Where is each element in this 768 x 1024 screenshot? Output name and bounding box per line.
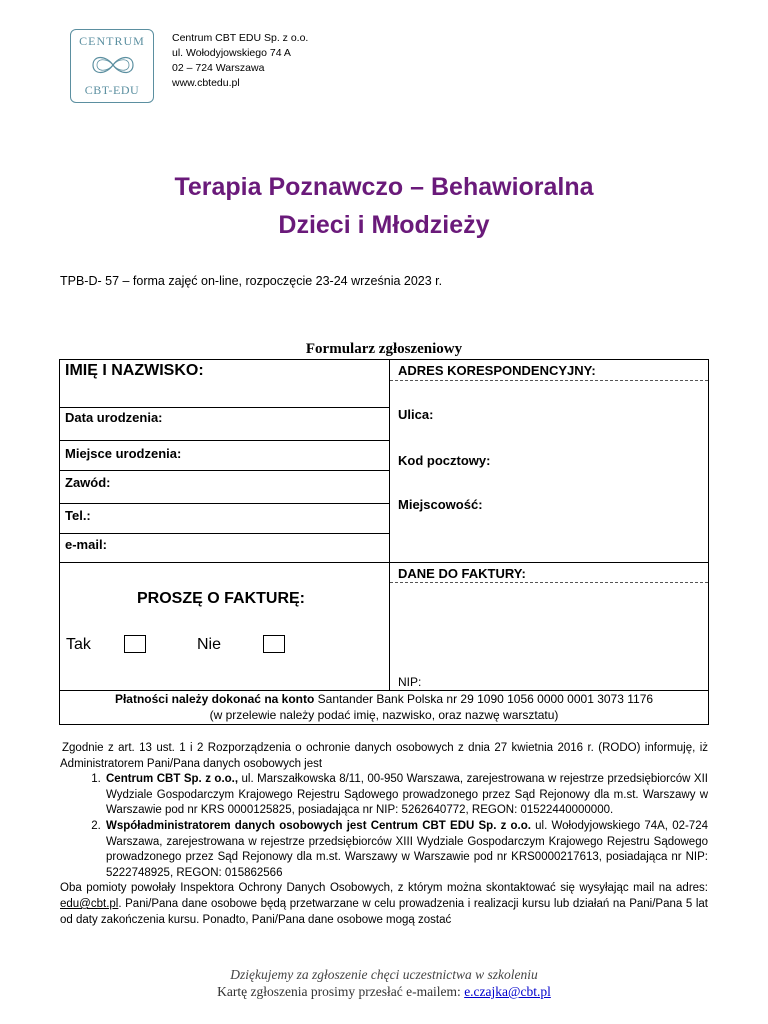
gdpr-text: . Pani/Pana dane osobowe będą przetwarzane w celu prowadzenia i realizacji kursu lub działań na Pani/Pana 5 lat od daty zakończenia kursu. Ponadto, Pani/Pana dane osobowe mogą zostać bbox=[60, 897, 708, 926]
gdpr-text: Oba pomioty powołały Inspektora Ochrony Danych Osobowych, z którym można skontaktować się wysyłając mail na adres: bbox=[60, 882, 708, 895]
admin2-details: ul. Wołodyjowskiego 74A, 02-724 Warszawa, zarejestrowana w rejestrze przedsiębiorców XIII Wydziale Gospodarczym Krajowego Rejestru Sądowego prowadzonego przez Sąd Rejonowy dla m.st. Warszawy w Warszawie pod nr KRS0000217613, posiadająca nr NIP: 5222748925, REGON: 015862566 bbox=[106, 819, 708, 879]
invoice-yes-checkbox[interactable] bbox=[124, 635, 146, 653]
invoice-no-checkbox[interactable] bbox=[263, 635, 285, 653]
administrators-list bbox=[60, 772, 708, 881]
email-label: e-mail: bbox=[65, 537, 107, 552]
payment-info bbox=[60, 691, 708, 723]
infinity-icon bbox=[88, 52, 138, 78]
divider bbox=[59, 562, 709, 563]
logo-bottom-text: CBT-EDU bbox=[84, 83, 140, 97]
footer-send-text: Kartę zgłoszenia prosimy przesłać e-mailem: bbox=[217, 984, 465, 999]
admin1-name: Centrum CBT Sp. z o.o., bbox=[106, 773, 239, 786]
payment-account: Santander Bank Polska nr 29 1090 1056 0000 0001 3073 1176 bbox=[314, 692, 654, 706]
phone-label: Tel.: bbox=[65, 508, 91, 523]
footer-thanks: Dziękujemy za zgłoszenie chęci uczestnictwa w szkoleniu bbox=[230, 967, 538, 982]
gdpr-paragraph bbox=[60, 881, 708, 928]
divider bbox=[59, 503, 390, 504]
course-info: TPB-D- 57 – forma zajęć on-line, rozpoczęcie 23-24 września 2023 r. bbox=[60, 274, 443, 288]
footer-send bbox=[0, 983, 768, 1000]
gdpr-intro: Zgodnie z art. 13 ust. 1 i 2 Rozporządzenia o ochronie danych osobowych z dnia 27 kwietnia 2016 r. (RODO) informuję, iż Administratorem Pani/Pana danych osobowych jest bbox=[60, 742, 708, 770]
company-address bbox=[172, 31, 308, 91]
payment-bold: Płatności należy dokonać na konto bbox=[114, 692, 315, 706]
company-name: Centrum CBT EDU Sp. z o.o. bbox=[172, 32, 309, 44]
dashed-line bbox=[390, 582, 708, 583]
edu-email-link[interactable]: edu@cbt.pl bbox=[60, 897, 119, 910]
birth-place-label: Miejsce urodzenia: bbox=[65, 446, 182, 461]
company-street: ul. Wołodyjowskiego 74 A bbox=[172, 47, 291, 59]
payment-account-line bbox=[60, 691, 708, 707]
divider bbox=[59, 407, 390, 408]
dashed-line bbox=[390, 380, 708, 381]
contact-email-link[interactable]: e.czajka@cbt.pl bbox=[464, 984, 551, 999]
city-label: Miejscowość: bbox=[398, 497, 483, 512]
document-title bbox=[0, 168, 768, 244]
invoice-data-label: DANE DO FAKTURY: bbox=[398, 566, 526, 581]
divider bbox=[59, 533, 390, 534]
title-line-2: Dzieci i Młodzieży bbox=[278, 211, 490, 239]
divider bbox=[59, 470, 390, 471]
divider bbox=[59, 440, 390, 441]
logo-top-text: CENTRUM bbox=[79, 34, 145, 48]
no-label: Nie bbox=[197, 636, 222, 653]
admin1-details: ul. Marszałkowska 8/11, 00-950 Warszawa, zarejestrowana w rejestrze przedsiębiorców XII Wydziale Gospodarczym Krajowego Rejestru Sądowego prowadzonego przez Sąd Rejonowy dla m.st. Warszawy w Warszawie pod nr KRS 0000125825, posiadająca nr NIP: 5262640772, REGON: 01522440000000. bbox=[106, 773, 708, 817]
street-label: Ulica: bbox=[398, 407, 434, 422]
list-item bbox=[104, 772, 708, 819]
payment-note: (w przelewie należy podać imię, nazwisko, oraz nazwę warsztatu) bbox=[209, 708, 559, 722]
company-logo bbox=[70, 29, 154, 103]
postal-code-label: Kod pocztowy: bbox=[398, 453, 491, 468]
footer bbox=[0, 966, 768, 1000]
list-item bbox=[104, 819, 708, 881]
gdpr-notice bbox=[60, 741, 708, 928]
nip-label: NIP: bbox=[398, 675, 422, 689]
company-city: 02 – 724 Warszawa bbox=[172, 62, 265, 74]
title-line-1: Terapia Poznawczo – Behawioralna bbox=[174, 173, 594, 201]
column-divider bbox=[389, 359, 390, 691]
yes-label: Tak bbox=[66, 636, 91, 653]
form-title: Formularz zgłoszeniowy bbox=[305, 341, 463, 357]
invoice-request-label: PROSZĘ O FAKTURĘ: bbox=[137, 590, 306, 607]
company-website: www.cbtedu.pl bbox=[172, 77, 240, 89]
admin2-name: Współadministratorem danych osobowych jest Centrum CBT EDU Sp. z o.o. bbox=[106, 819, 531, 832]
address-label: ADRES KORESPONDENCYJNY: bbox=[398, 363, 596, 378]
name-label: IMIĘ I NAZWISKO: bbox=[65, 362, 204, 379]
birth-date-label: Data urodzenia: bbox=[65, 410, 163, 425]
profession-label: Zawód: bbox=[65, 475, 111, 490]
